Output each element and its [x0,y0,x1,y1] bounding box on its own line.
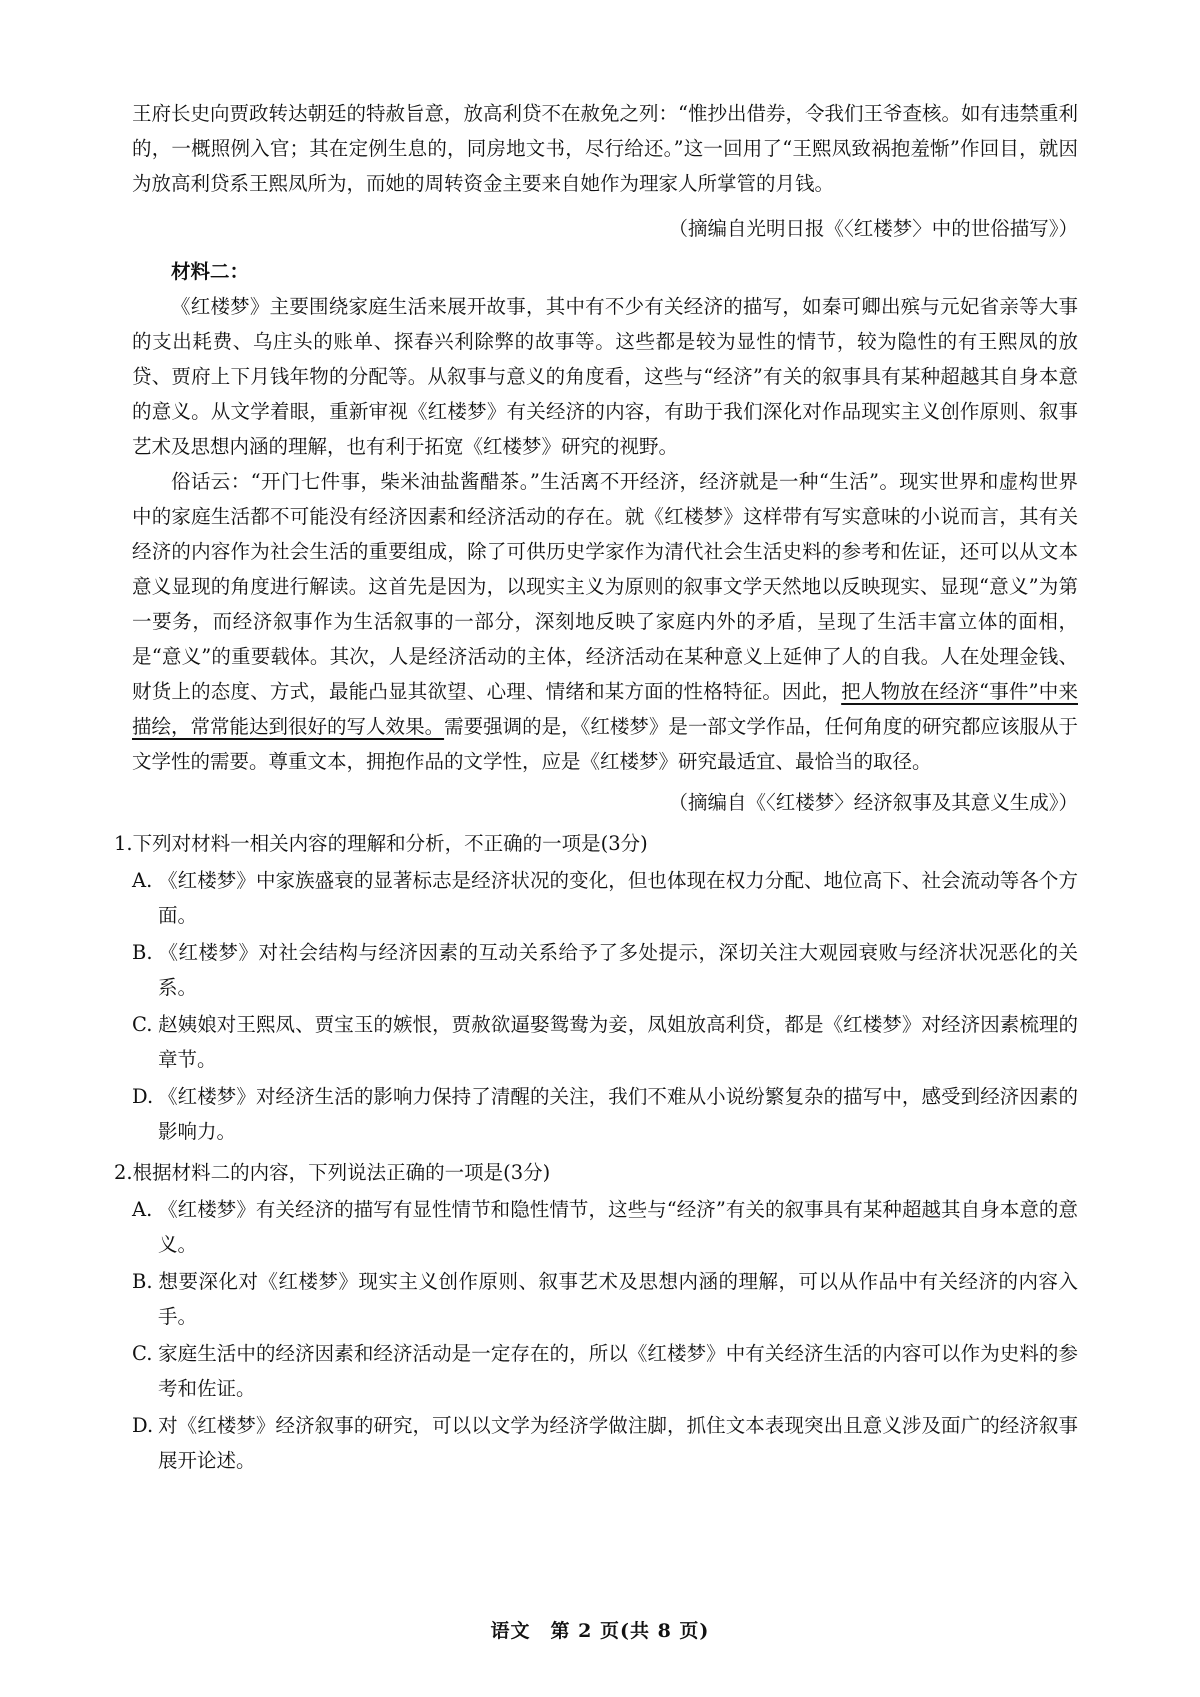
option-letter: D. [132,1085,154,1108]
question-2-option-b [132,1264,1078,1334]
option-text: 想要深化对《红楼梦》现实主义创作原则、叙事艺术及思想内涵的理解，可以从作品中有关经济的内容入手。 [158,1270,1078,1328]
question-1 [114,826,1078,1149]
option-text: 《红楼梦》中家族盛衰的显著标志是经济状况的变化，但也体现在权力分配、地位高下、社会流动等各个方面。 [158,869,1078,927]
option-text: 赵姨娘对王熙凤、贾宝玉的嫉恨，贾赦欲逼娶鸳鸯为妾，凤姐放高利贷，都是《红楼梦》对经济因素梳理的章节。 [158,1013,1078,1071]
material2-source: （摘编自《〈红楼梦〉经济叙事及其意义生成》） [668,791,1078,814]
option-text: 家庭生活中的经济因素和经济活动是一定存在的，所以《红楼梦》中有关经济生活的内容可以作为史料的参考和佐证。 [158,1342,1078,1400]
question-2-option-d [132,1408,1078,1478]
material2-p2-text-before: 俗话云：“开门七件事，柴米油盐酱醋茶。”生活离不开经济，经济就是一种“生活”。现实世界和虚构世界中的家庭生活都不可能没有经济因素和经济活动的存在。就《红楼梦》这样带有写实意味的小说而言，其有关经济的内容作为社会生活的重要组成，除了可供历史学家作为清代社会生活史料的参考和佐证，还可以从文本意义显现的角度进行解读。这首先是因为，以现实主义为原则的叙事文学天然地以反映现实、显现“意义”为第一要务，而经济叙事作为生活叙事的一部分，深刻地反映了家庭内外的矛盾，呈现了生活丰富立体的面相，是“意义”的重要载体。其次，人是经济活动的主体，经济活动在某种意义上延伸了人的自我。人在处理金钱、财货上的态度、方式，最能凸显其欲望、心理、情绪和某方面的性格特征。因此， [132,470,1078,703]
question-1-option-a [132,863,1078,933]
option-letter: C. [132,1013,153,1036]
question-2-option-a [132,1192,1078,1262]
option-letter: A. [132,1198,153,1221]
material2-underlined-sentence: 把人物放在经济“事件”中来描绘，常常能达到很好的写人效果。 [132,680,1078,738]
exam-page [114,96,1078,1478]
option-text: 《红楼梦》对经济生活的影响力保持了清醒的关注，我们不难从小说纷繁复杂的描写中，感受到经济因素的影响力。 [158,1085,1078,1143]
question-1-option-c [132,1007,1078,1077]
option-letter: B. [132,941,153,964]
question-2-option-c [132,1336,1078,1406]
material2-paragraph-2 [132,464,1078,779]
page-footer: 语文 第 2 页(共 8 页) [490,1620,710,1642]
question-1-option-d [132,1079,1078,1149]
material2-heading: 材料二： [171,260,250,283]
option-letter: A. [132,869,153,892]
material1-tail-paragraph: 王府长史向贾政转达朝廷的特赦旨意，放高利贷不在赦免之列：“惟抄出借券，令我们王爷查核。如有违禁重利的，一概照例入官；其在定例生息的，同房地文书，尽行给还。”这一回用了“王熙凤致祸抱羞惭”作回目，就因为放高利贷系王熙凤所为，而她的周转资金主要来自她作为理家人所掌管的月钱。 [132,102,1078,195]
question-2-stem: 2.根据材料二的内容，下列说法正确的一项是(3分) [114,1161,551,1184]
question-2 [114,1155,1078,1478]
material2-p2-text-after: 需要强调的是，《红楼梦》是一部文学作品，任何角度的研究都应该服从于文学性的需要。尊重文本，拥抱作品的文学性，应是《红楼梦》研究最适宜、最恰当的取径。 [132,715,1078,773]
option-letter: C. [132,1342,153,1365]
material1-source: （摘编自光明日报《〈红楼梦〉中的世俗描写》） [668,217,1078,240]
option-text: 《红楼梦》有关经济的描写有显性情节和隐性情节，这些与“经济”有关的叙事具有某种超越其自身本意的意义。 [158,1198,1078,1256]
question-1-stem: 1.下列对材料一相关内容的理解和分析，不正确的一项是(3分) [114,832,648,855]
material2-paragraph-1: 《红楼梦》主要围绕家庭生活来展开故事，其中有不少有关经济的描写，如秦可卿出殡与元妃省亲等大事的支出耗费、乌庄头的账单、探春兴利除弊的故事等。这些都是较为显性的情节，较为隐性的有王熙凤的放贷、贾府上下月钱年物的分配等。从叙事与意义的角度看，这些与“经济”有关的叙事具有某种超越其自身本意的意义。从文学着眼，重新审视《红楼梦》有关经济的内容，有助于我们深化对作品现实主义创作原则、叙事艺术及思想内涵的理解，也有利于拓宽《红楼梦》研究的视野。 [132,295,1078,458]
option-text: 对《红楼梦》经济叙事的研究，可以以文学为经济学做注脚，抓住文本表现突出且意义涉及面广的经济叙事展开论述。 [158,1414,1078,1472]
option-letter: D. [132,1414,154,1437]
option-text: 《红楼梦》对社会结构与经济因素的互动关系给予了多处提示，深切关注大观园衰败与经济状况恶化的关系。 [158,941,1078,999]
option-letter: B. [132,1270,153,1293]
question-1-option-b [132,935,1078,1005]
